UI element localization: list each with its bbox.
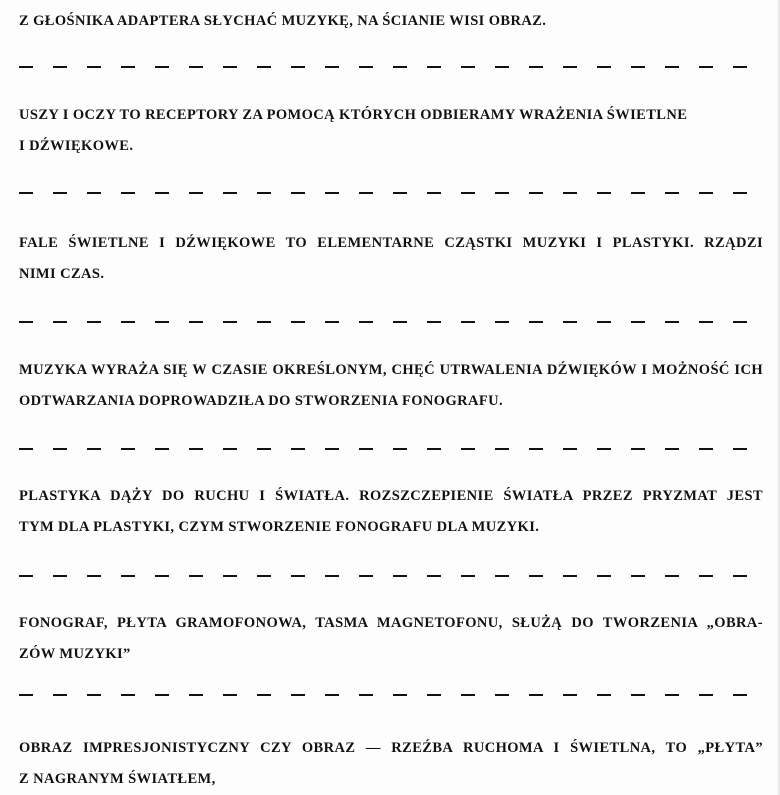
paragraph-line: FALE ŚWIETLNE I DŹWIĘKOWE TO ELEMENTARNE CZĄSTKI MUZYKI I PLASTYKI. RZĄDZI <box>19 235 763 251</box>
paragraph-line: I DŹWIĘKOWE. <box>19 138 134 154</box>
paragraph-line: ODTWARZANIA DOPROWADZIŁA DO STWORZENIA FONOGRAFU. <box>19 393 504 409</box>
paragraph-line: FONOGRAF, PŁYTA GRAMOFONOWA, TASMA MAGNETOFONU, SŁUŻĄ DO TWORZENIA „OBRA- <box>19 615 763 631</box>
paragraph-4 <box>19 355 763 417</box>
dashed-divider <box>19 575 761 577</box>
dashed-divider <box>19 66 761 68</box>
paragraph-line: OBRAZ IMPRESJONISTYCZNY CZY OBRAZ — RZEŹBA RUCHOMA I ŚWIETLNA, TO „PŁYTA” <box>19 740 763 756</box>
paragraph-6 <box>19 608 763 670</box>
dashed-divider <box>19 694 761 696</box>
paragraph-line: Z GŁOŚNIKA ADAPTERA SŁYCHAĆ MUZYKĘ, NA ŚCIANIE WISI OBRAZ. <box>19 13 547 29</box>
paragraph-2 <box>19 100 763 162</box>
paragraph-1 <box>19 6 763 37</box>
paragraph-line: MUZYKA WYRAŻA SIĘ W CZASIE OKREŚLONYM, CHĘĆ UTRWALENIA DŹWIĘKÓW I MOŻNOŚĆ ICH <box>19 362 763 378</box>
paragraph-line: NIMI CZAS. <box>19 266 105 282</box>
dashed-divider <box>19 321 761 323</box>
paragraph-line: TYM DLA PLASTYKI, CZYM STWORZENIE FONOGRAFU DLA MUZYKI. <box>19 519 540 535</box>
paragraph-line: ZÓW MUZYKI” <box>19 646 131 662</box>
paragraph-5 <box>19 481 763 543</box>
dashed-divider <box>19 448 761 450</box>
paragraph-line: USZY I OCZY TO RECEPTORY ZA POMOCĄ KTÓRYCH ODBIERAMY WRAŻENIA ŚWIETLNE <box>19 107 688 123</box>
paragraph-3 <box>19 228 763 290</box>
paragraph-7 <box>19 733 763 795</box>
paragraph-line: PLASTYKA DĄŻY DO RUCHU I ŚWIATŁA. ROZSZCZEPIENIE ŚWIATŁA PRZEZ PRYZMAT JEST <box>19 488 763 504</box>
paragraph-line: Z NAGRANYM ŚWIATŁEM, <box>19 771 216 787</box>
dashed-divider <box>19 192 761 194</box>
